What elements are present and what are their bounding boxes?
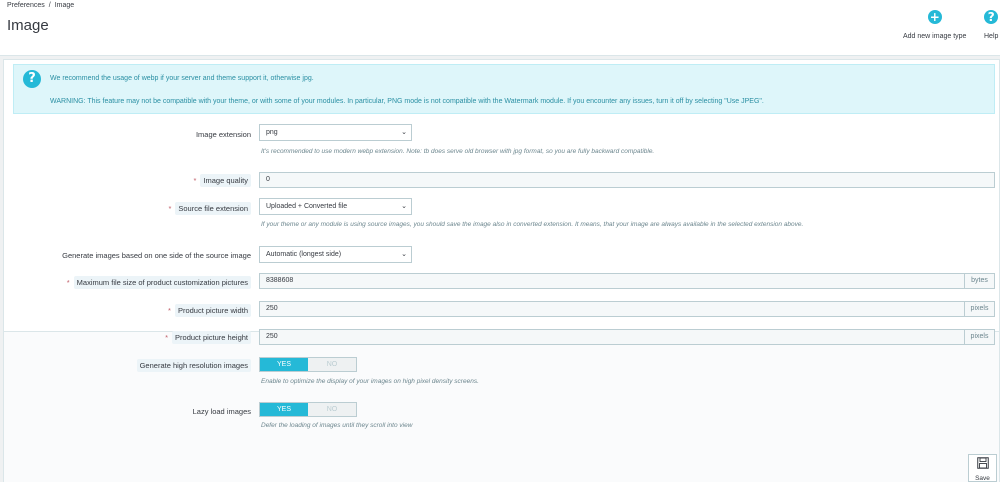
source-file-extension-label: [168, 204, 251, 213]
image-quality-label-text: Image quality: [200, 174, 251, 187]
pixels-addon: pixels: [965, 301, 995, 317]
save-button[interactable]: [968, 454, 997, 482]
chevron-down-icon: ⌄: [401, 251, 407, 258]
bytes-addon: bytes: [965, 273, 995, 289]
generate-side-label-text: Generate images based on one side of the source image: [62, 251, 251, 260]
add-new-image-type-label: Add new image type: [903, 33, 967, 40]
required-marker: *: [193, 176, 197, 185]
image-extension-label: [196, 130, 251, 139]
product-picture-height-input[interactable]: 250: [259, 329, 965, 345]
lazy-load-yes-option[interactable]: YES: [260, 403, 308, 416]
high-resolution-label-text: Generate high resolution images: [137, 359, 251, 372]
product-picture-width-label-text: Product picture width: [175, 304, 251, 317]
max-file-size-input[interactable]: 8388608: [259, 273, 965, 289]
image-quality-label: [193, 176, 251, 185]
max-file-size-label: [67, 278, 251, 287]
product-picture-height-label-text: Product picture height: [172, 331, 251, 344]
source-file-extension-select[interactable]: [259, 198, 412, 215]
image-settings-panel: [3, 59, 1000, 482]
high-resolution-switch[interactable]: [259, 357, 357, 372]
lazy-load-label: [193, 407, 251, 416]
high-resolution-yes-option[interactable]: YES: [260, 358, 308, 371]
question-circle-icon: ?: [984, 10, 998, 24]
high-resolution-help: Enable to optimize the display of your images on high pixel density screens.: [261, 378, 479, 385]
floppy-disk-icon: [977, 457, 989, 469]
lazy-load-no-option[interactable]: NO: [326, 406, 338, 413]
generate-side-label: [62, 251, 251, 260]
generate-side-select[interactable]: [259, 246, 412, 263]
max-file-size-label-text: Maximum file size of product customization pictures: [74, 276, 251, 289]
page-header: [0, 0, 1000, 56]
product-picture-width-label: [168, 306, 251, 315]
chevron-down-icon: ⌄: [401, 129, 407, 136]
product-picture-height-label: [165, 333, 251, 342]
source-file-extension-label-text: Source file extension: [175, 202, 251, 215]
image-extension-help: It's recommended to use modern webp extension. Note: tb does serve old browser with jpg format, so you are fully backward compatible.: [261, 148, 655, 155]
lazy-load-help: Defer the loading of images until they scroll into view: [261, 422, 413, 429]
panel-footer: [4, 331, 999, 482]
pixels-addon: pixels: [965, 329, 995, 345]
image-extension-value: png: [266, 129, 278, 136]
image-extension-label-text: Image extension: [195, 130, 251, 139]
breadcrumb-parent[interactable]: Preferences: [7, 2, 45, 9]
breadcrumb: [7, 2, 74, 9]
image-extension-select[interactable]: [259, 124, 412, 141]
add-new-image-type-button[interactable]: [903, 10, 966, 40]
high-resolution-no-option[interactable]: NO: [326, 361, 338, 368]
page-title: Image: [7, 17, 49, 34]
required-marker: *: [168, 204, 172, 213]
generate-side-value: Automatic (longest side): [266, 251, 342, 258]
product-picture-width-input[interactable]: 250: [259, 301, 965, 317]
alert-recommendation-text: We recommend the usage of webp if your server and theme support it, otherwise jpg.: [50, 75, 314, 82]
chevron-down-icon: ⌄: [401, 203, 407, 210]
help-label: Help: [984, 33, 999, 40]
image-quality-input[interactable]: 0: [259, 172, 995, 188]
lazy-load-label-text: Lazy load images: [192, 407, 251, 416]
required-marker: *: [165, 333, 169, 342]
breadcrumb-separator: /: [48, 2, 51, 9]
source-file-extension-help: If your theme or any module is using source images, you should save the image also in converted extension. It means, that your image are always available in the selected extension above.: [261, 221, 804, 228]
breadcrumb-current: Image: [54, 2, 75, 9]
high-resolution-label: [137, 361, 251, 370]
question-circle-icon: ?: [23, 70, 41, 88]
help-button[interactable]: [984, 10, 998, 40]
plus-circle-icon: +: [929, 10, 940, 24]
lazy-load-switch[interactable]: [259, 402, 357, 417]
alert-warning-text: WARNING: This feature may not be compatible with your theme, or with some of your modules. In particular, PNG mode is not compatible with the Watermark module. If you encounter any issues, turn it off by selecting "Use JPEG".: [50, 98, 764, 105]
required-marker: *: [168, 306, 171, 315]
info-alert: [13, 64, 995, 114]
required-marker: *: [66, 278, 70, 287]
save-label: Save: [975, 475, 990, 482]
source-file-extension-value: Uploaded + Converted file: [266, 203, 348, 210]
